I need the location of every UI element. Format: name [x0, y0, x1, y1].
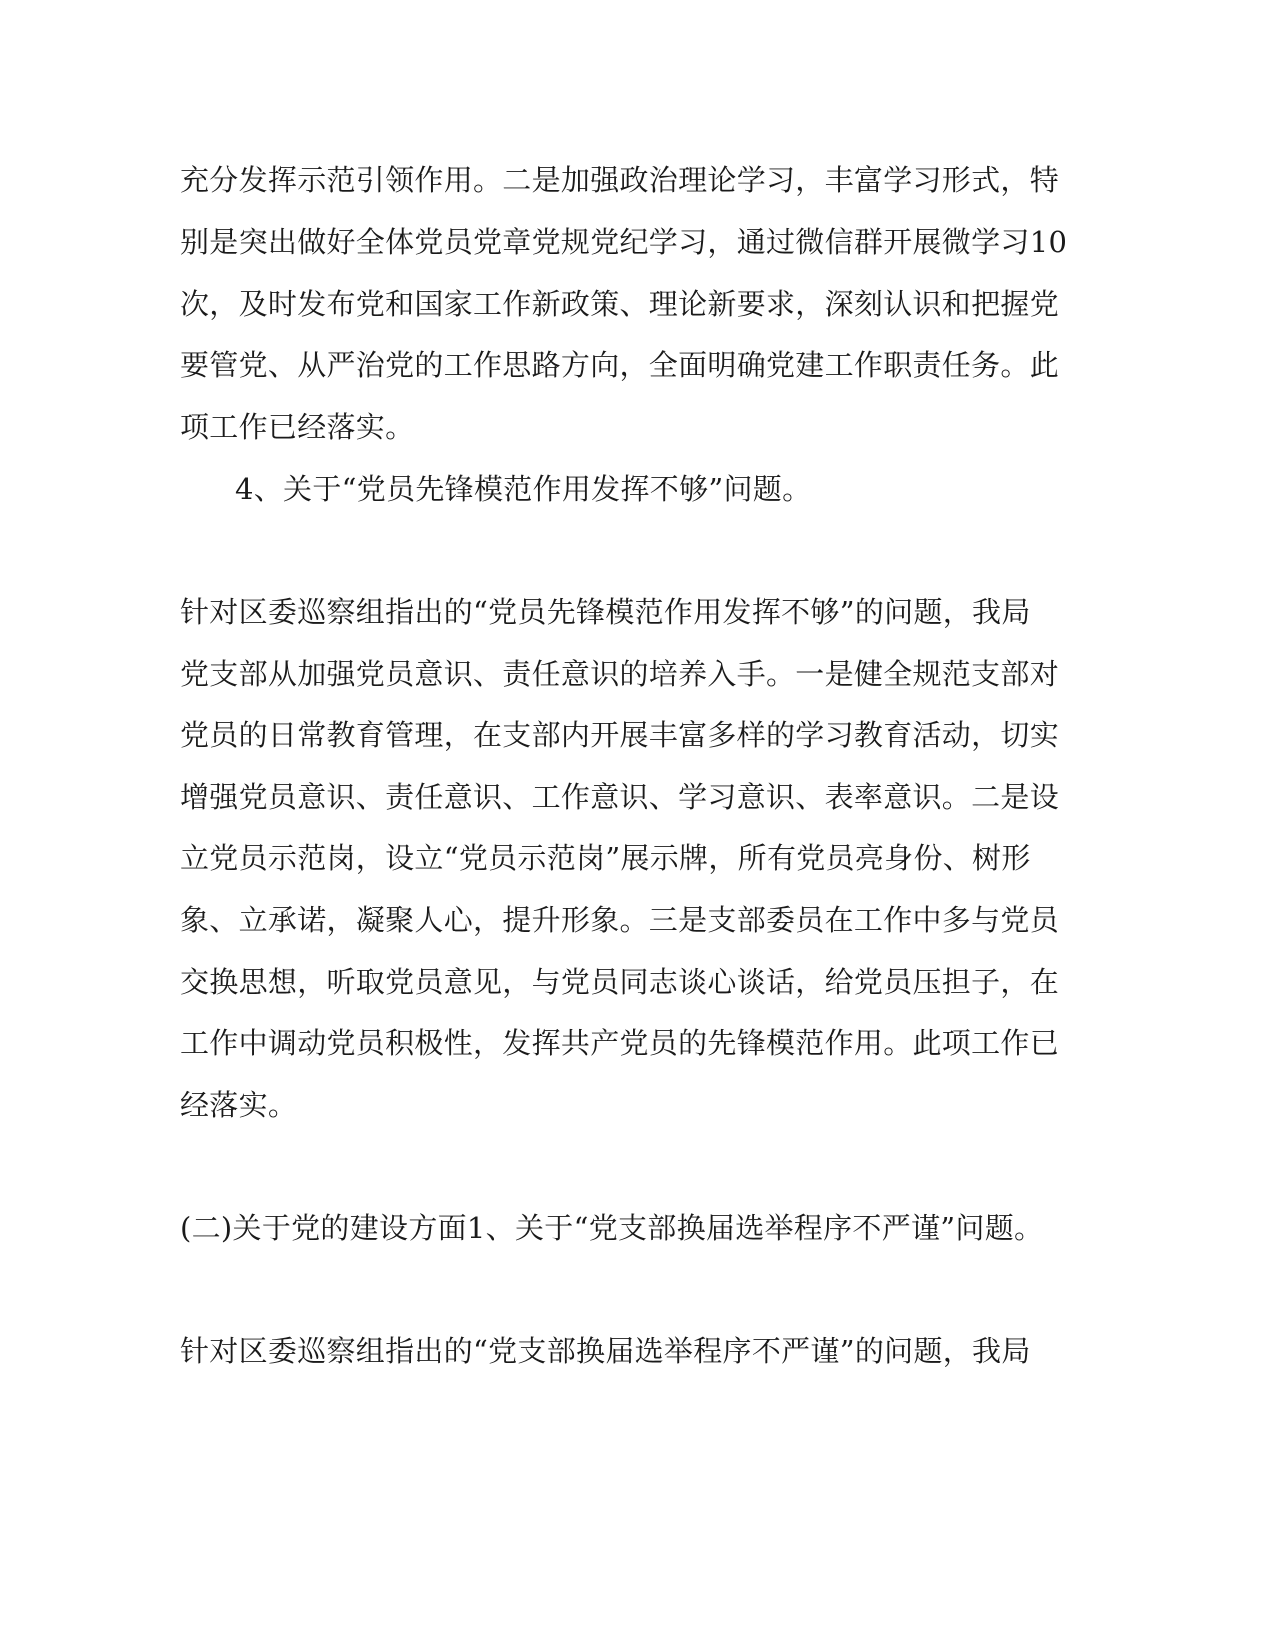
section-heading: (二)关于党的建设方面1、关于“党支部换届选举程序不严谨”问题。	[180, 1211, 1044, 1245]
item-heading: 4、关于“党员先锋模范作用发挥不够”问题。	[235, 472, 812, 506]
paragraph-line: 充分发挥示范引领作用。二是加强政治理论学习，丰富学习形式，特	[180, 163, 1060, 197]
paragraph-line: 经落实。	[180, 1088, 298, 1122]
paragraph-line: 次，及时发布党和国家工作新政策、理论新要求，深刻认识和把握党	[180, 287, 1060, 321]
paragraph-line: 针对区委巡察组指出的“党支部换届选举程序不严谨”的问题，我局	[180, 1334, 1031, 1368]
paragraph-line: 项工作已经落实。	[180, 410, 415, 444]
paragraph-line: 增强党员意识、责任意识、工作意识、学习意识、表率意识。二是设	[180, 780, 1060, 814]
paragraph-line: 党员的日常教育管理，在支部内开展丰富多样的学习教育活动，切实	[180, 718, 1060, 752]
paragraph-line: 象、立承诺，凝聚人心，提升形象。三是支部委员在工作中多与党员	[180, 903, 1060, 937]
paragraph-line: 针对区委巡察组指出的“党员先锋模范作用发挥不够”的问题，我局	[180, 595, 1031, 629]
paragraph-line: 工作中调动党员积极性，发挥共产党员的先锋模范作用。此项工作已	[180, 1026, 1060, 1060]
paragraph-line: 交换思想，听取党员意见，与党员同志谈心谈话，给党员压担子，在	[180, 965, 1060, 999]
paragraph-line: 要管党、从严治党的工作思路方向，全面明确党建工作职责任务。此	[180, 348, 1060, 382]
paragraph-line: 别是突出做好全体党员党章党规党纪学习，通过微信群开展微学习10	[180, 225, 1068, 259]
paragraph-line: 党支部从加强党员意识、责任意识的培养入手。一是健全规范支部对	[180, 657, 1060, 691]
paragraph-line: 立党员示范岗，设立“党员示范岗”展示牌，所有党员亮身份、树形	[180, 841, 1031, 875]
